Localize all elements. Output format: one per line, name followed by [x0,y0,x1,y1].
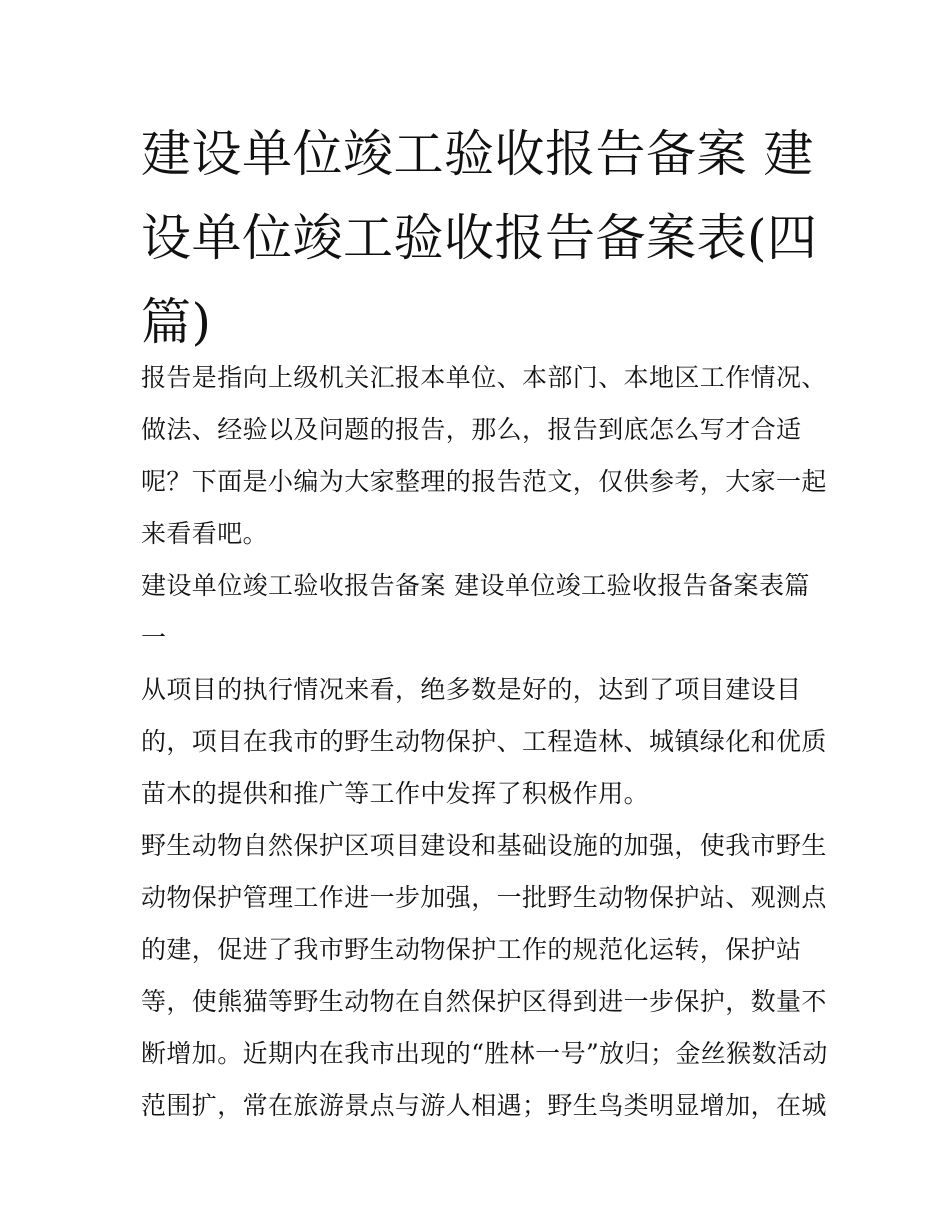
intro-paragraph [141,352,831,560]
text-line: 野生动物自然保护区项目建设和基础设施的加强，使我市野生 [141,831,827,860]
title-line: 建设单位竣工验收报告备案 建 [141,125,814,183]
text-line: 做法、经验以及问题的报告，那么，报告到底怎么写才合适 [141,415,802,444]
text-line: 报告是指向上级机关汇报本单位、本部门、本地区工作情况、 [141,363,827,392]
text-line: 的，项目在我市的野生动物保护、工程造林、城镇绿化和优质 [141,727,827,756]
text-line: 一 [141,623,167,652]
text-line: 范围扩，常在旅游景点与游人相遇；野生鸟类明显增加，在城 [141,1091,827,1120]
title-line: 设单位竣工验收报告备案表(四 [141,209,818,267]
text-line: 从项目的执行情况来看，绝多数是好的，达到了项目建设目 [141,675,802,704]
document-body [141,352,831,1132]
text-line: 动物保护管理工作进一步加强，一批野生动物保护站、观测点 [141,883,827,912]
document-title [141,112,821,364]
body-paragraph [141,820,831,1132]
text-line: 来看看吧。 [141,519,269,548]
title-line: 篇) [141,293,212,351]
section-heading [141,560,831,664]
text-line: 断增加。近期内在我市出现的“胜林一号”放归；金丝猴数活动 [141,1039,828,1068]
text-line: 等，使熊猫等野生动物在自然保护区得到进一步保护，数量不 [141,987,827,1016]
text-line: 呢？下面是小编为大家整理的报告范文，仅供参考，大家一起 [141,467,827,496]
body-paragraph [141,664,831,820]
text-line: 苗木的提供和推广等工作中发挥了积极作用。 [141,779,650,808]
text-line: 的建，促进了我市野生动物保护工作的规范化运转，保护站 [141,935,802,964]
text-line: 建设单位竣工验收报告备案 建设单位竣工验收报告备案表篇 [141,571,810,600]
